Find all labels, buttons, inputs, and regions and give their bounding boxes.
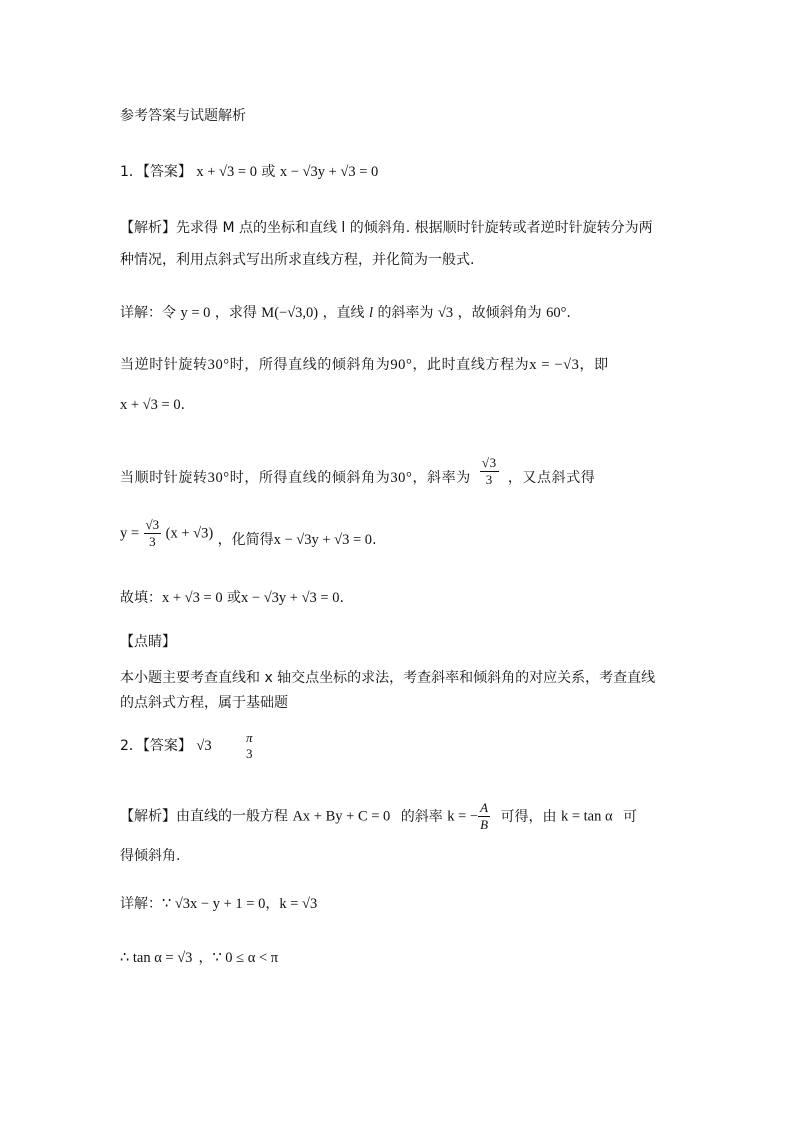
q1-dianjing-tag: 【点睛】: [120, 634, 176, 650]
q1-cw-eq-rest: (x + √3): [165, 525, 214, 542]
q1-detail-60: 60°: [546, 305, 567, 321]
q1-detail-l: l: [369, 305, 374, 321]
q2-jiexi-4: 可: [623, 808, 638, 825]
q2-k-num: A: [480, 800, 489, 815]
q1-ccw-30: 30°: [207, 357, 230, 373]
q1-jiexi-line1: [120, 218, 653, 238]
q1-cw-frac-num: √3: [481, 455, 497, 470]
q1-cw-text3: ，斜率为: [412, 470, 471, 486]
q1-or: 或: [261, 164, 276, 180]
heading: 参考答案与试题解析: [120, 108, 246, 124]
q2-therefore: ∴ tan α = √3: [120, 950, 193, 966]
q2-detail-prefix: 详解：: [120, 896, 162, 912]
q1-dianjing-line1: 本小题主要考查直线和 x 轴交点坐标的求法，考查斜率和倾斜角的对应关系，考查直线: [120, 670, 656, 686]
q1-detail-slope: 的斜率为: [377, 305, 434, 321]
q2-answer-b-den: 3: [246, 746, 253, 761]
q1-ccw-90: 90°: [390, 357, 413, 373]
q1-jiexi-tag: 【解析】: [120, 220, 176, 236]
q1-cw-fraction: [480, 455, 499, 488]
q2-jiexi-tag: 【解析】: [120, 808, 176, 825]
q1-ccw-text4: ，即: [579, 357, 609, 373]
q2-k-den: B: [480, 817, 489, 832]
q1-ccw-text3: ，此时直线方程为: [412, 357, 530, 373]
q2-jiexi-line1: [120, 800, 637, 833]
q2-answer-b: [244, 730, 255, 762]
q2-jiexi-line2: 得倾斜角.: [120, 848, 181, 864]
q1-detail-y0: y = 0: [180, 305, 211, 321]
q1-fill-or: 或: [227, 590, 242, 606]
q1-cw-text4: ，又点斜式得: [507, 470, 596, 486]
q1-ccw-text1: 当逆时针旋转: [120, 357, 208, 373]
q2-detail-eq: ∵ √3x − y + 1 = 0: [162, 896, 266, 912]
q1-detail-line-word: ，直线: [322, 305, 365, 321]
q1-cw-line: [120, 444, 595, 488]
q2-jiexi-1: 由直线的一般方程: [176, 808, 288, 825]
q2-k-frac: [478, 800, 490, 833]
q1-detail-mid: ，求得: [214, 305, 257, 321]
q1-ccw-result: x + √3 = 0.: [120, 397, 186, 413]
q1-cw-frac-den: 3: [485, 472, 493, 487]
q1-cw-eq-frac-num: √3: [145, 517, 160, 532]
q1-fill-line: 故填：x + √3 = 0 或x − √3y + √3 = 0.: [120, 590, 344, 606]
q1-label: 1．【答案】: [120, 164, 192, 180]
q1-cw-text2: 时，所得直线的倾斜角为: [229, 470, 391, 486]
q1-ccw-eq: x = −√3: [529, 357, 580, 373]
q1-jiexi-text1: 先求得 M 点的坐标和直线 l 的倾斜角. 根据顺时针旋转或者逆时针旋转分为两: [176, 220, 653, 236]
q1-cw-30b: 30°: [390, 470, 413, 486]
q1-fill-prefix: 故填：: [120, 590, 162, 606]
q1-detail-M: M(−√3,0): [261, 305, 319, 321]
q2-jiexi-2: 的斜率: [400, 808, 443, 825]
q2-detail-line: 详解：∵ √3x − y + 1 = 0，k = √3: [120, 896, 318, 912]
q1-detail-sqrt3: √3: [437, 305, 454, 321]
q1-dianjing-line2: 的点斜式方程，属于基础题: [120, 695, 288, 711]
q1-detail-line: 详解：令 y = 0 ，求得 M(−√3,0) ，直线 l 的斜率为 √3 ，故倾斜角为 60°.: [120, 305, 571, 321]
q1-fill-b: x − √3y + √3 = 0: [241, 590, 340, 606]
q2-answer-b-num: π: [246, 730, 253, 745]
q1-cw-30: 30°: [207, 470, 230, 486]
q1-detail-prefix: 详解：令: [120, 305, 176, 321]
q1-jiexi-line2: 种情况，利用点斜式写出所求直线方程，并化简为一般式.: [120, 252, 475, 268]
q1-fill-a: x + √3 = 0: [162, 590, 223, 606]
q1-cw-text1: 当顺时针旋转: [120, 470, 208, 486]
q1-answer-a: x + √3 = 0: [196, 164, 257, 180]
q1-ccw-text2: 时，所得直线的倾斜角为: [229, 357, 391, 373]
q2-jiexi-3: 可得，由: [500, 808, 557, 825]
q2-tan-eq: k = tan α: [560, 808, 613, 825]
q2-answer-line: [120, 730, 255, 762]
q1-answer-b: x − √3y + √3 = 0: [279, 164, 379, 180]
q2-general-eq: Ax + By + C = 0: [292, 808, 391, 825]
q1-cw-equation-line: y = $\frac{√3}{3}$ (x + √3) ，化简得x − √3y + √3 = 0.: [120, 517, 377, 549]
q1-cw-eq-y: y =: [120, 525, 140, 542]
q1-ccw-res: x + √3 = 0: [120, 397, 181, 413]
q1-cw-eq-frac: [144, 517, 162, 550]
q1-cw-simp: ，化简得: [217, 532, 274, 548]
q2-therefore-line: ∴ tan α = √3 ，∵ 0 ≤ α < π: [120, 950, 279, 966]
q1-cw-res: x − √3y + √3 = 0: [273, 532, 373, 548]
q1-ccw-line: [120, 355, 609, 375]
q2-answer-a: √3: [196, 738, 212, 754]
q2-label: 2．【答案】: [120, 738, 192, 754]
q1-answer-line: [120, 162, 378, 182]
q1-detail-angle: ，故倾斜角为: [457, 305, 542, 321]
q2-range: ∵ 0 ≤ α < π: [212, 950, 279, 966]
q1-cw-eq-frac-den: 3: [149, 534, 156, 549]
q2-detail-k: k = √3: [279, 896, 318, 912]
q2-k-eq: k = −: [447, 808, 479, 825]
